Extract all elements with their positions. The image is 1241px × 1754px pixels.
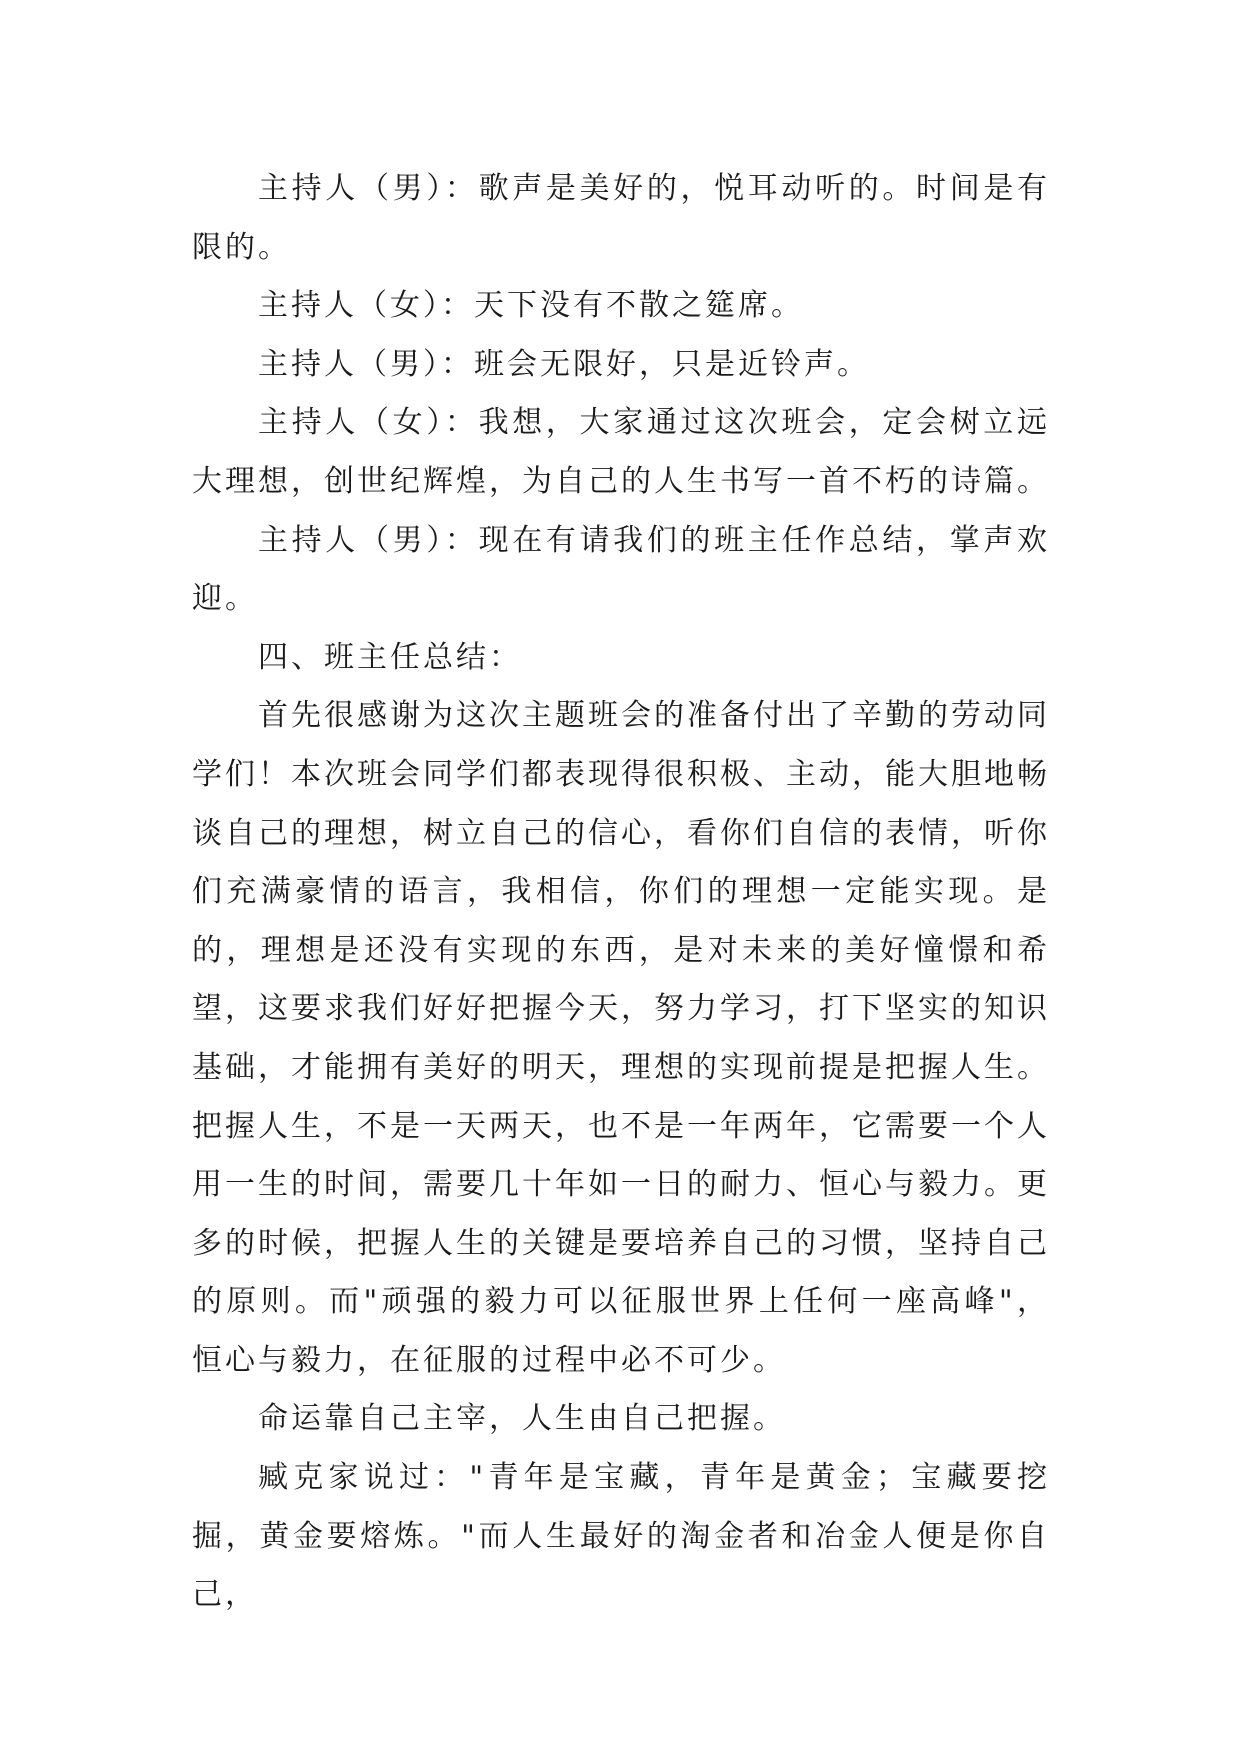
section-heading-teacher-summary: 四、班主任总结： bbox=[258, 639, 522, 675]
document-body bbox=[192, 160, 1050, 1625]
paragraph-host-male-3: 主持人（男）：现在有请我们的班主任作总结，掌声欢迎。 bbox=[192, 522, 1050, 617]
paragraph-host-female-2: 主持人（女）：我想，大家通过这次班会，定会树立远大理想，创世纪辉煌，为自己的人生书写一首不朽的诗篇。 bbox=[192, 405, 1050, 499]
paragraph-teacher-summary: 首先很感谢为这次主题班会的准备付出了辛勤的劳动同学们！本次班会同学们都表现得很积极、主动，能大胆地畅谈自己的理想，树立自己的信心，看你们自信的表情，听你们充满豪情的语言，我相信，你们的理想一定能实现。是的，理想是还没有实现的东西，是对未来的美好憧憬和希望，这要求我们好好把握今天，努力学习，打下坚实的知识基础，才能拥有美好的明天，理想的实现前提是把握人生。把握人生，不是一天两天，也不是一年两年，它需要一个人用一生的时间，需要几十年如一日的耐力、恒心与毅力。更多的时候，把握人生的关键是要培养自己的习惯，坚持自己的原则。而"顽强的毅力可以征服世界上任何一座高峰"，恒心与毅力，在征服的过程中必不可少。 bbox=[192, 698, 1050, 1378]
paragraph-destiny: 命运靠自己主宰，人生由自己把握。 bbox=[258, 1401, 786, 1437]
paragraph-quote: 臧克家说过："青年是宝藏，青年是黄金；宝藏要挖掘，黄金要熔炼。"而人生最好的淘金者和冶金人便是你自己， bbox=[192, 1460, 1050, 1613]
paragraph-host-male-1: 主持人（男）：歌声是美好的，悦耳动听的。时间是有限的。 bbox=[192, 171, 1050, 265]
paragraph-host-male-2: 主持人（男）：班会无限好，只是近铃声。 bbox=[258, 346, 870, 382]
paragraph-host-female-1: 主持人（女）：天下没有不散之筵席。 bbox=[258, 288, 804, 324]
